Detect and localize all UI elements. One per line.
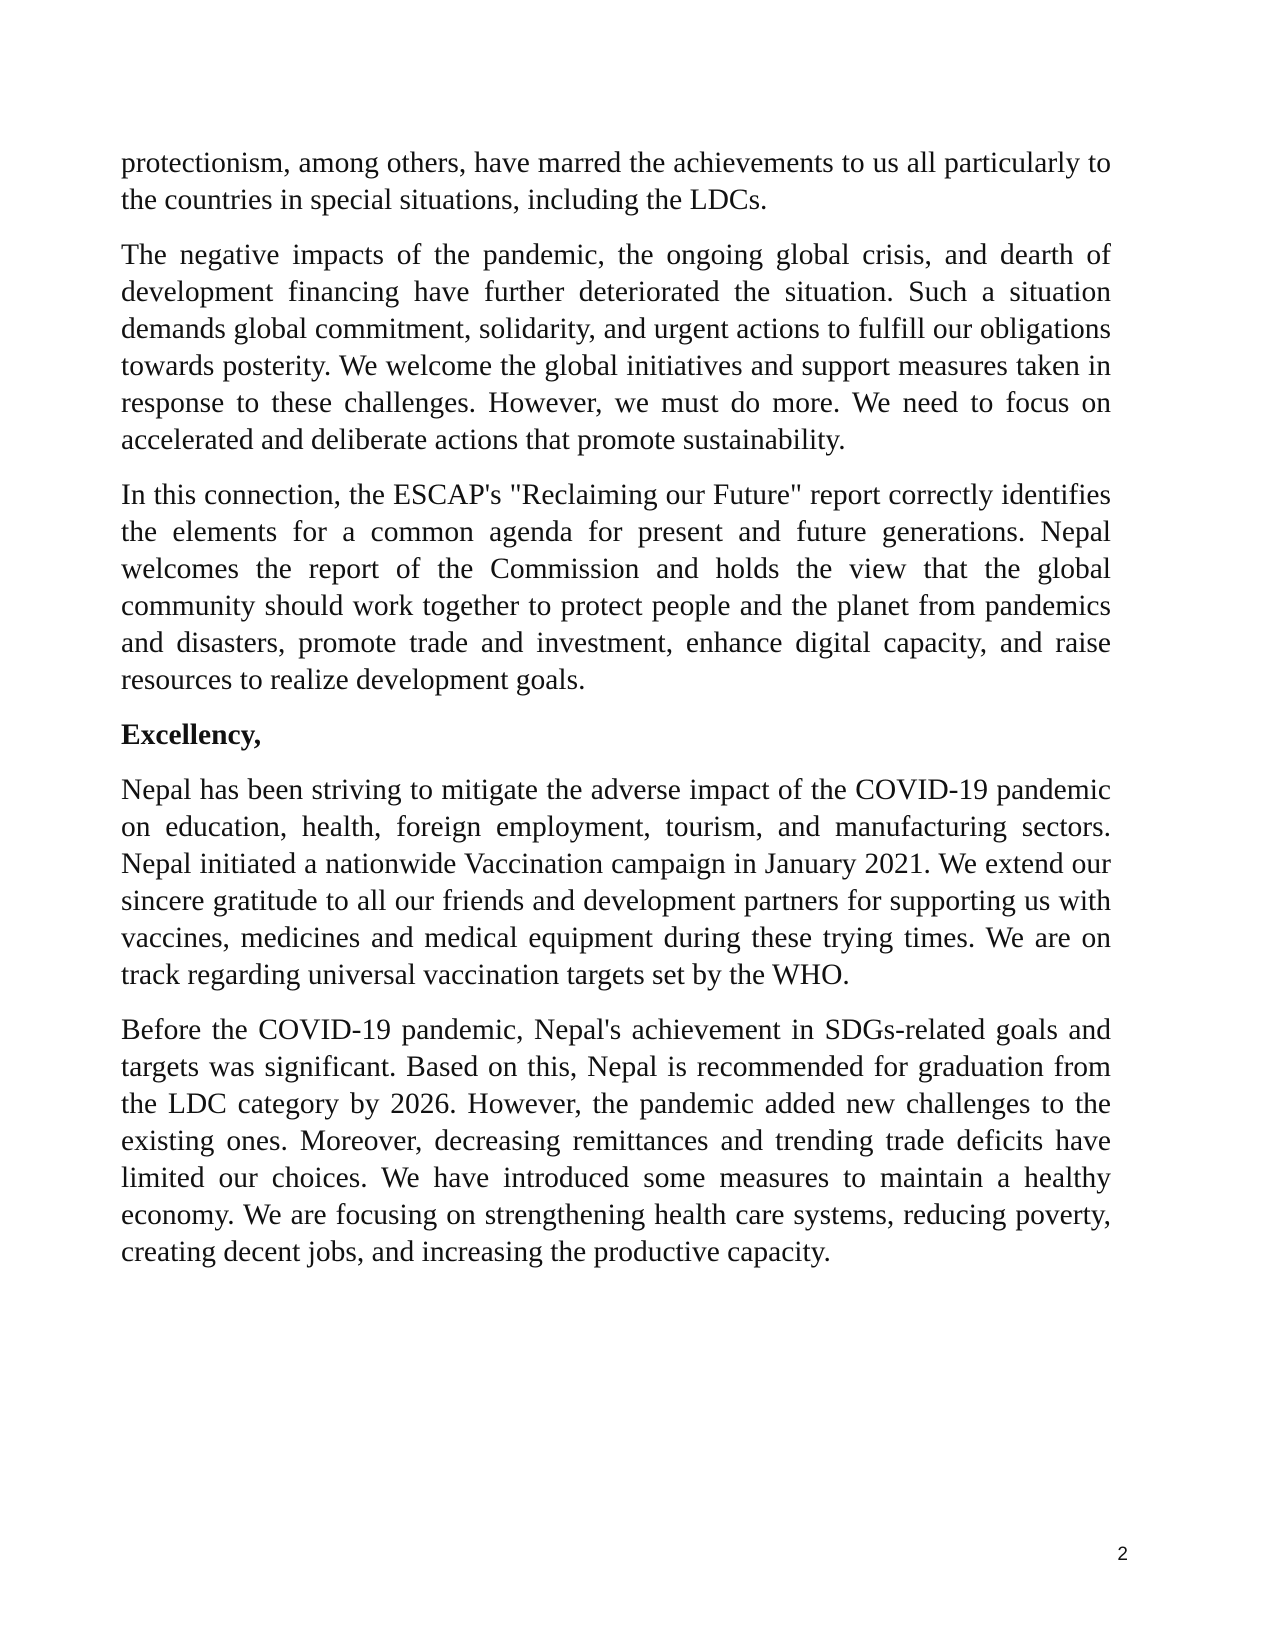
document-body	[121, 145, 1111, 1289]
page-number: 2	[1117, 1544, 1128, 1565]
paragraph-escap-report: In this connection, the ESCAP's "Reclaiming our Future" report correctly identifies the elements for a common agenda for present and future generations. Nepal welcomes the report of the Commission and holds the view that the global community should work together to protect people and the planet from pandemics and disasters, promote trade and investment, enhance digital capacity, and raise resources to realize development goals.	[121, 479, 1111, 696]
paragraph-covid-mitigation: Nepal has been striving to mitigate the adverse impact of the COVID-19 pandemic on education, health, foreign employment, tourism, and manufacturing sectors. Nepal initiated a nationwide Vaccination campaign in January 2021. We extend our sincere gratitude to all our friends and development partners for supporting us with vaccines, medicines and medical equipment during these trying times. We are on track regarding universal vaccination targets set by the WHO.	[121, 774, 1111, 991]
paragraph-ldc-graduation: Before the COVID-19 pandemic, Nepal's achievement in SDGs-related goals and targets was significant. Based on this, Nepal is recommended for graduation from the LDC category by 2026. However, the pandemic added new challenges to the existing ones. Moreover, decreasing remittances and trending trade deficits have limited our choices. We have introduced some measures to maintain a healthy economy. We are focusing on strengthening health care systems, reducing poverty, creating decent jobs, and increasing the productive capacity.	[121, 1014, 1111, 1268]
paragraph-negative-impacts: The negative impacts of the pandemic, the ongoing global crisis, and dearth of development financing have further deteriorated the situation. Such a situation demands global commitment, solidarity, and urgent actions to fulfill our obligations towards posterity. We welcome the global initiatives and support measures taken in response to these challenges. However, we must do more. We need to focus on accelerated and deliberate actions that promote sustainability.	[121, 239, 1111, 456]
salutation-heading: Excellency,	[121, 719, 262, 751]
paragraph-protectionism: protectionism, among others, have marred the achievements to us all particularly to the countries in special situations, including the LDCs.	[121, 147, 1111, 216]
